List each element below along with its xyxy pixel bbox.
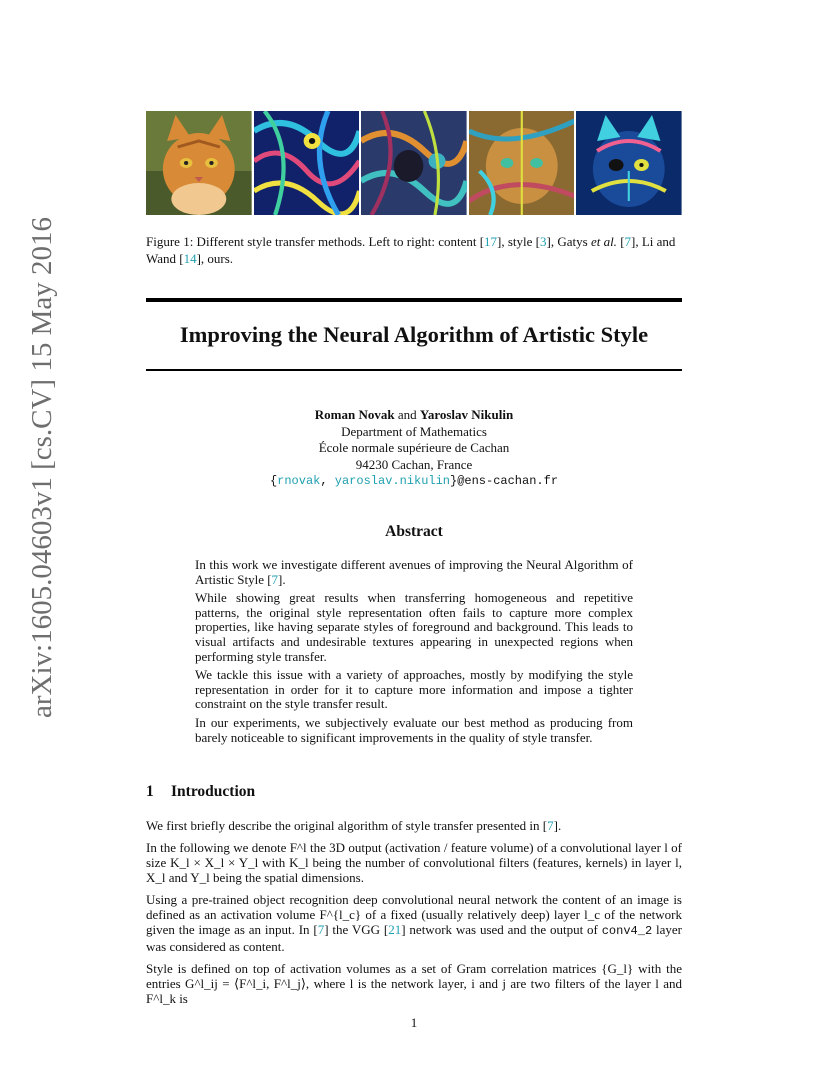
abstract-paragraph: In our experiments, we subjectively evaluate our best method as producing from barely noticeable to significant improvements in the quality of style transfer. xyxy=(195,714,633,745)
section-heading: 1 Introduction xyxy=(146,783,256,800)
arxiv-stamp: arXiv:1605.04603v1 [cs.CV] 15 May 2016 xyxy=(26,216,58,718)
author-block xyxy=(146,407,682,490)
figure-panel-style xyxy=(254,111,360,215)
abstract-paragraph: In this work we investigate different avenues of improving the Neural Algorithm of Artistic Style [7]. xyxy=(195,557,633,587)
title-rule-bottom xyxy=(146,369,682,371)
author-names: Roman Novak and Yaroslav Nikulin xyxy=(314,407,514,422)
page-number: 1 xyxy=(410,1015,418,1030)
figure-caption: Figure 1: Different style transfer methods. Left to right: content [17], style [3], Gatys et al. [7], Li and Wand [14], ours. xyxy=(146,234,676,266)
ref-link[interactable]: 14 xyxy=(183,251,197,266)
code-layer-name: conv4_2 xyxy=(601,924,653,938)
ref-link[interactable]: 3 xyxy=(540,234,547,249)
figure-panel-ours xyxy=(576,111,682,215)
cat-content-image xyxy=(146,111,252,215)
abstract-paragraph: We tackle this issue with a variety of approaches, mostly by modifying the style representation in order for it to capture more information and impose a tighter constraint on the style transfer result. xyxy=(195,667,633,712)
intro-paragraph: Using a pre-trained object recognition deep convolutional neural network the content of an image is defined as an activation volume F^{l_c} of a fixed (usually relatively deep) layer l_c of the network given the image as an input. In [7] the VGG [21] network was used and the output of conv4_2 layer was considered as content. xyxy=(146,892,682,954)
intro-body xyxy=(146,818,682,1013)
paper-title: Improving the Neural Algorithm of Artistic Style xyxy=(179,322,649,347)
figure-panel-content xyxy=(146,111,252,215)
ref-link[interactable]: 21 xyxy=(388,922,402,937)
ours-result-image xyxy=(576,111,682,215)
abstract-heading: Abstract xyxy=(385,523,443,540)
author-school: École normale supérieure de Cachan xyxy=(318,440,510,455)
abstract-paragraph: While showing great results when transferring homogeneous and repetitive patterns, the original style representation often fails to capture more complex properties, like having separate styles of foreground and background. This leads to visual artifacts and undesirable textures appearing in unexpected regions when performing style transfer. xyxy=(195,590,633,664)
gatys-result-image xyxy=(361,111,467,215)
style-image xyxy=(254,111,360,215)
email-link-novak[interactable]: rnovak xyxy=(277,474,321,488)
ref-link[interactable]: 7 xyxy=(624,234,632,249)
ref-link[interactable]: 17 xyxy=(484,234,498,249)
email-link-nikulin[interactable]: yaroslav.nikulin xyxy=(334,474,450,488)
author-department: Department of Mathematics xyxy=(341,423,487,439)
abstract-body xyxy=(195,558,633,749)
figure-panel-gatys xyxy=(361,111,467,215)
figure-panel-li-wand xyxy=(469,111,575,215)
intro-paragraph: Style is defined on top of activation volumes as a set of Gram correlation matrices {G_l} with the entries G^l_ij = ⟨F^l_i, F^l_j⟩, where l is the network layer, i and j are two filters of the layer l and F^l_k is xyxy=(146,961,682,1006)
figure-strip xyxy=(146,111,682,215)
ref-link[interactable]: 7 xyxy=(271,571,279,587)
title-rule-top xyxy=(146,298,682,302)
ref-link[interactable]: 7 xyxy=(547,818,554,833)
li-wand-result-image xyxy=(469,111,575,215)
ref-link[interactable]: 7 xyxy=(317,922,325,937)
author-emails: {rnovak, yaroslav.nikulin}@ens-cachan.fr xyxy=(269,474,559,488)
author-city: 94230 Cachan, France xyxy=(355,456,473,472)
intro-paragraph: In the following we denote F^l the 3D output (activation / feature volume) of a convolutional layer l of size K_l × X_l × Y_l with K_l being the number of convolutional filters (features, kernels) in layer l, X_l and Y_l being the spatial dimensions. xyxy=(146,840,682,885)
intro-paragraph: We first briefly describe the original algorithm of style transfer presented in [7]. xyxy=(146,818,562,833)
